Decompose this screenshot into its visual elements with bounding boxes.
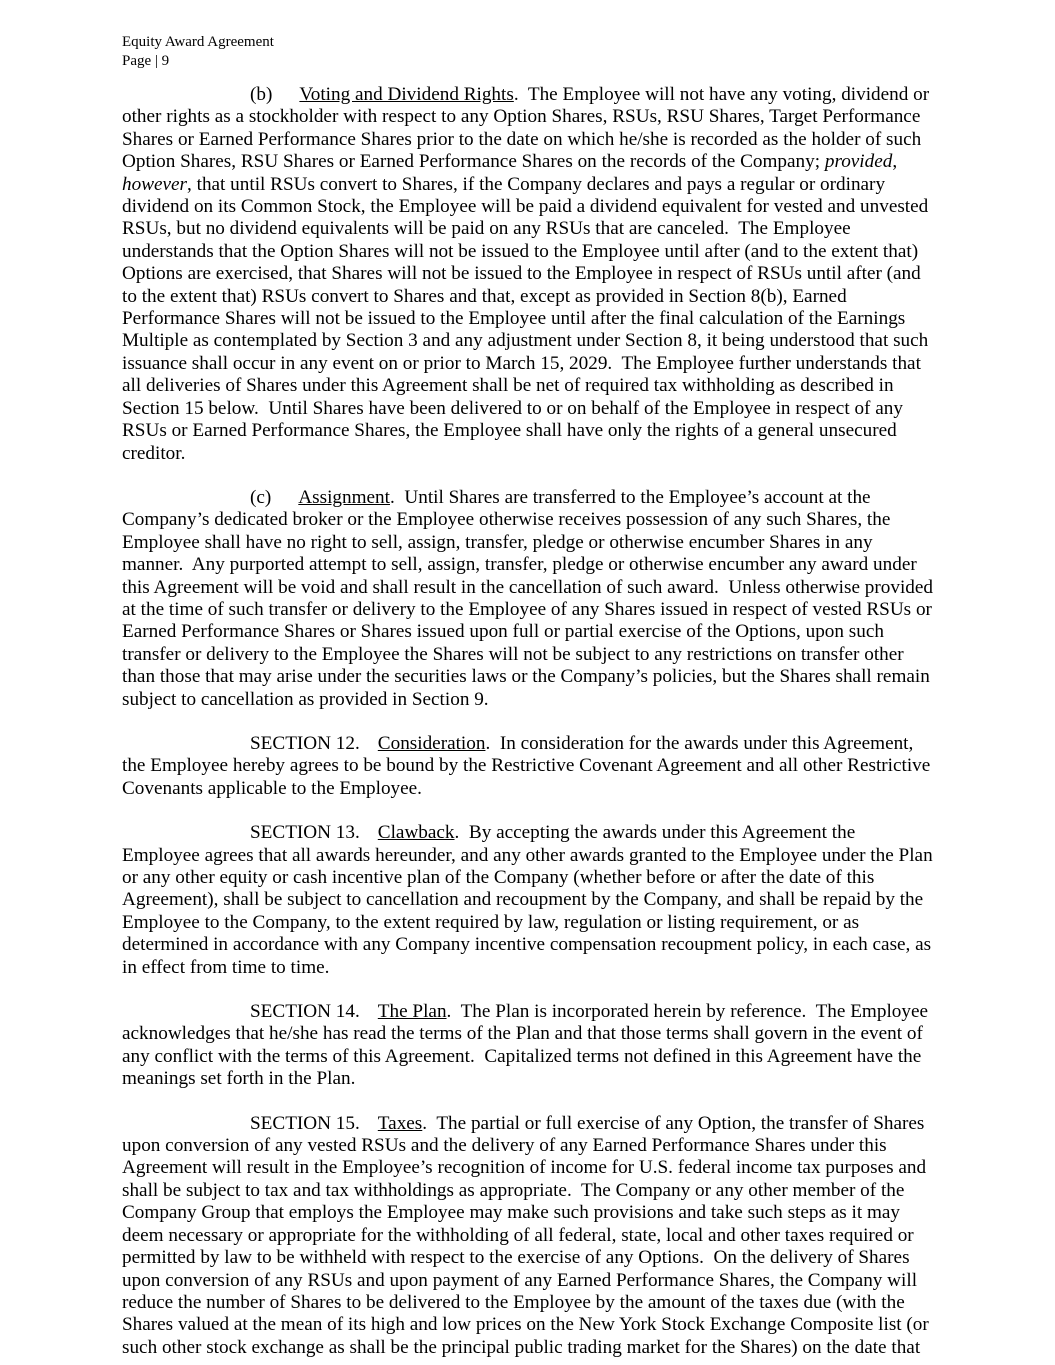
paragraph-heading: Clawback <box>377 822 455 844</box>
paragraph-heading: Assignment <box>298 486 390 508</box>
text-run: SECTION 13. <box>250 822 360 844</box>
paragraph-heading: Taxes <box>377 1112 423 1134</box>
paragraph <box>122 1001 937 1091</box>
text-run: provided <box>824 151 893 173</box>
paragraph <box>122 1113 937 1359</box>
paragraph <box>122 733 937 800</box>
document-title: Equity Award Agreement <box>122 34 274 50</box>
document-header <box>122 33 937 71</box>
paragraph-heading: The Plan <box>377 1001 447 1023</box>
paragraph <box>122 487 937 711</box>
text-run: , <box>892 151 902 173</box>
paragraph <box>122 822 937 979</box>
text-run: . The Plan is incorporated herein by reference. The Employee acknowledges that he/she has read the terms of the Plan and that those terms shall govern in the event of any conflict with the terms of this Agreement. Capitalized terms not defined in this Agreement have the meanings set forth in the Plan. <box>122 1001 933 1090</box>
text-run: . Until Shares are transferred to the Employee’s account at the Company’s dedicated broker or the Employee otherwise receives possession of any such Shares, the Employee shall have no right to sell, assign, transfer, pledge or otherwise encumber Shares in any manner. Any purported attempt to sell, assign, transfer, pledge or otherwise encumber any award under this Agreement will be void and shall result in the cancellation of such award. Unless otherwise provided at the time of such transfer or delivery to the Employee of any Shares issued in respect of vested RSUs or Earned Performance Shares or Shares issued upon full or partial exercise of the Options, upon such transfer or delivery to the Employee the Shares will not be subject to any restrictions on transfer other than those that may arise under the securities laws or the Company’s policies, but the Shares shall remain subject to cancellation as provided in Section 9. <box>122 486 938 710</box>
text-run: (c) <box>250 486 272 508</box>
text-run: however <box>122 173 188 195</box>
text-run: . By accepting the awards under this Agreement the Employee agrees that all awards hereunder, and any other awards granted to the Employee under the Plan or any other equity or cash incentive plan of the Company (whether before or after the date of this Agreement), shall be subject to cancellation and recoupment by the Company, and shall be repaid by the Employee to the Company, to the extent required by law, regulation or listing requirement, or as determined in accordance with any Company incentive compensation recoupment policy, in each case, as in effect from time to time. <box>122 822 938 978</box>
text-run: SECTION 12. <box>250 732 360 754</box>
paragraph-heading: Consideration <box>377 732 486 754</box>
text-run: , that until RSUs convert to Shares, if the Company declares and pays a regular or ordinary dividend on its Common Stock, the Employee will be paid a dividend equivalent for vested and unvested RSUs, but no dividend equivalents will be paid on any RSUs that are canceled. The Employee understands that the Option Shares will not be issued to the Employee until after (and to the extent that) Options are exercised, that Shares will not be issued to the Employee in respect of RSUs until after (and to the extent that) RSUs convert to Shares and that, except as provided in Section 8(b), Earned Performance Shares will not be issued to the Employee until after the final calculation of the Earnings Multiple as contemplated by Section 3 and any adjustment under Section 8, it being understood that such issuance shall occur in any event on or prior to March 15, 2029. The Employee further understands that all deliveries of Shares under this Agreement shall be net of required tax withholding as described in Section 15 below. Until Shares have been delivered to or on behalf of the Employee in respect of any RSUs or Earned Performance Shares, the Employee shall have only the rights of a general unsecured creditor. <box>122 173 934 464</box>
document-body <box>122 84 937 1359</box>
text-run: SECTION 14. <box>250 1001 360 1023</box>
text-run: SECTION 15. <box>250 1112 360 1134</box>
text-run: . The partial or full exercise of any Option, the transfer of Shares upon conversion of any vested RSUs and the delivery of any Earned Performance Shares under this Agreement will result in the Employee’s recognition of income for U.S. federal income tax purposes and shall be subject to tax and tax withholdings as appropriate. The Company or any other member of the Company Group that employs the Employee may make such provisions and take such steps as it may deem necessary or appropriate for the withholding of all federal, state, local and other taxes required or permitted by law to be withheld with respect to the exercise of any Options. On the delivery of Shares upon conversion of any RSUs and upon payment of any Earned Performance Shares, the Company will reduce the number of Shares to be delivered to the Employee by the amount of the taxes due (with the Shares valued at the mean of its high and low prices on the New York Stock Exchange Composite list (or such other stock exchange as shall be the principal public trading market for the Shares) on the date that <box>122 1112 934 1358</box>
paragraph-heading: Voting and Dividend Rights <box>299 84 514 105</box>
text-run: . The Employee will not have any voting, dividend or other rights as a stockholder with respect to any Option Shares, RSUs, RSU Shares, Target Performance Shares or Earned Performance Shares prior to the date on which he/she is recorded as the holder of such Option Shares, RSU Shares or Earned Performance Shares on the records of the Company; <box>122 84 934 173</box>
paragraph <box>122 84 937 465</box>
text-run: . In consideration for the awards under this Agreement, the Employee hereby agrees to be bound by the Restrictive Covenant Agreement and all other Restrictive Covenants applicable to the Employee. <box>122 732 936 799</box>
text-run: (b) <box>250 84 273 105</box>
page-number: Page | 9 <box>122 53 170 69</box>
